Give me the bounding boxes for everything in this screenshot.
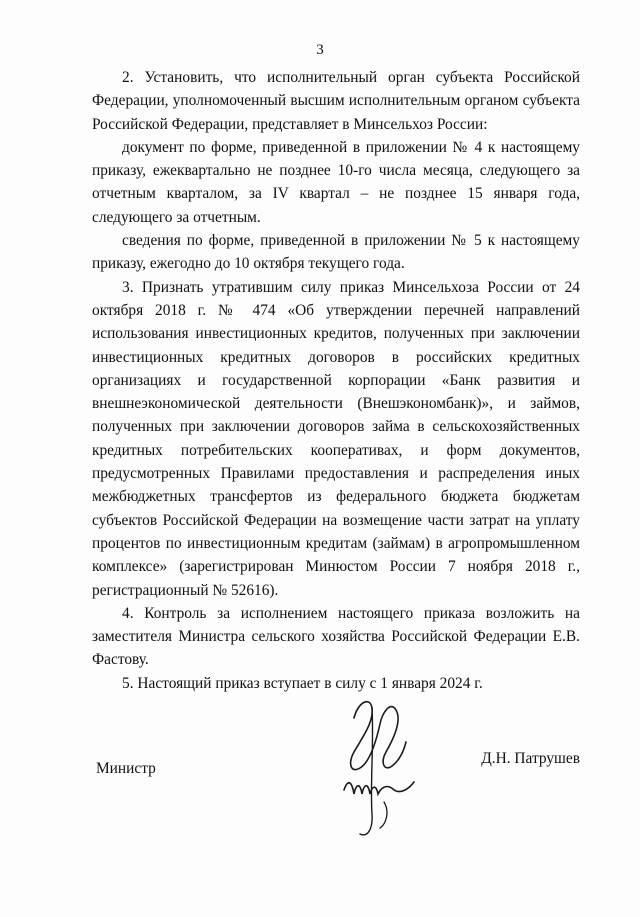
handwritten-signature bbox=[324, 694, 420, 844]
document-body bbox=[92, 66, 580, 695]
paragraph-item-3: 3. Признать утратившим силу приказ Минсельхоза России от 24 октября 2018 г. № 474 «Об утверждении перечней направлений использования инвестиционных кредитов, полученных при заключении инвестиционных кредитных договоров в российских кредитных организациях и государственной корпорации «Банк развития и внешнеэкономической деятельности (Внешэкономбанк)», и займов, полученных при заключении договоров займа в сельскохозяйственных кредитных потребительских кооперативах, и форм документов, предусмотренных Правилами предоставления и распределения иных межбюджетных трансфертов из федерального бюджета бюджетам субъектов Российской Федерации на возмещение части затрат на уплату процентов по инвестиционным кредитам (займам) в агропромышленном комплексе» (зарегистрирован Минюстом России 7 ноября 2018 г., регистрационный № 52616). bbox=[92, 278, 580, 599]
paragraph-item-4: 4. Контроль за исполнением настоящего приказа возложить на заместителя Министра сельского хозяйства Российской Федерации Е.В. Фастову. bbox=[92, 604, 580, 669]
paragraph-item-2-form4: документ по форме, приведенной в приложении № 4 к настоящему приказу, ежеквартально не позднее 10-го числа месяца, следующего за отчетным кварталом, за IV квартал – не позднее 15 января года, следующего за отчетным. bbox=[92, 138, 580, 226]
signature-block bbox=[92, 740, 580, 850]
signatory-name: Д.Н. Патрушев bbox=[481, 750, 580, 767]
paragraph-item-2: 2. Установить, что исполнительный орган субъекта Российской Федерации, уполномоченный высшим исполнительным органом субъекта Российской Федерации, представляет в Минсельхоз России: bbox=[92, 69, 580, 133]
paragraph-item-5: 5. Настоящий приказ вступает в силу с 1 января 2024 г. bbox=[122, 674, 483, 692]
paragraph-item-2-form5: сведения по форме, приведенной в приложении № 5 к настоящему приказу, ежегодно до 10 октября текущего года. bbox=[92, 232, 580, 273]
signatory-title: Министр bbox=[96, 760, 156, 777]
page-number: 3 bbox=[316, 42, 324, 58]
